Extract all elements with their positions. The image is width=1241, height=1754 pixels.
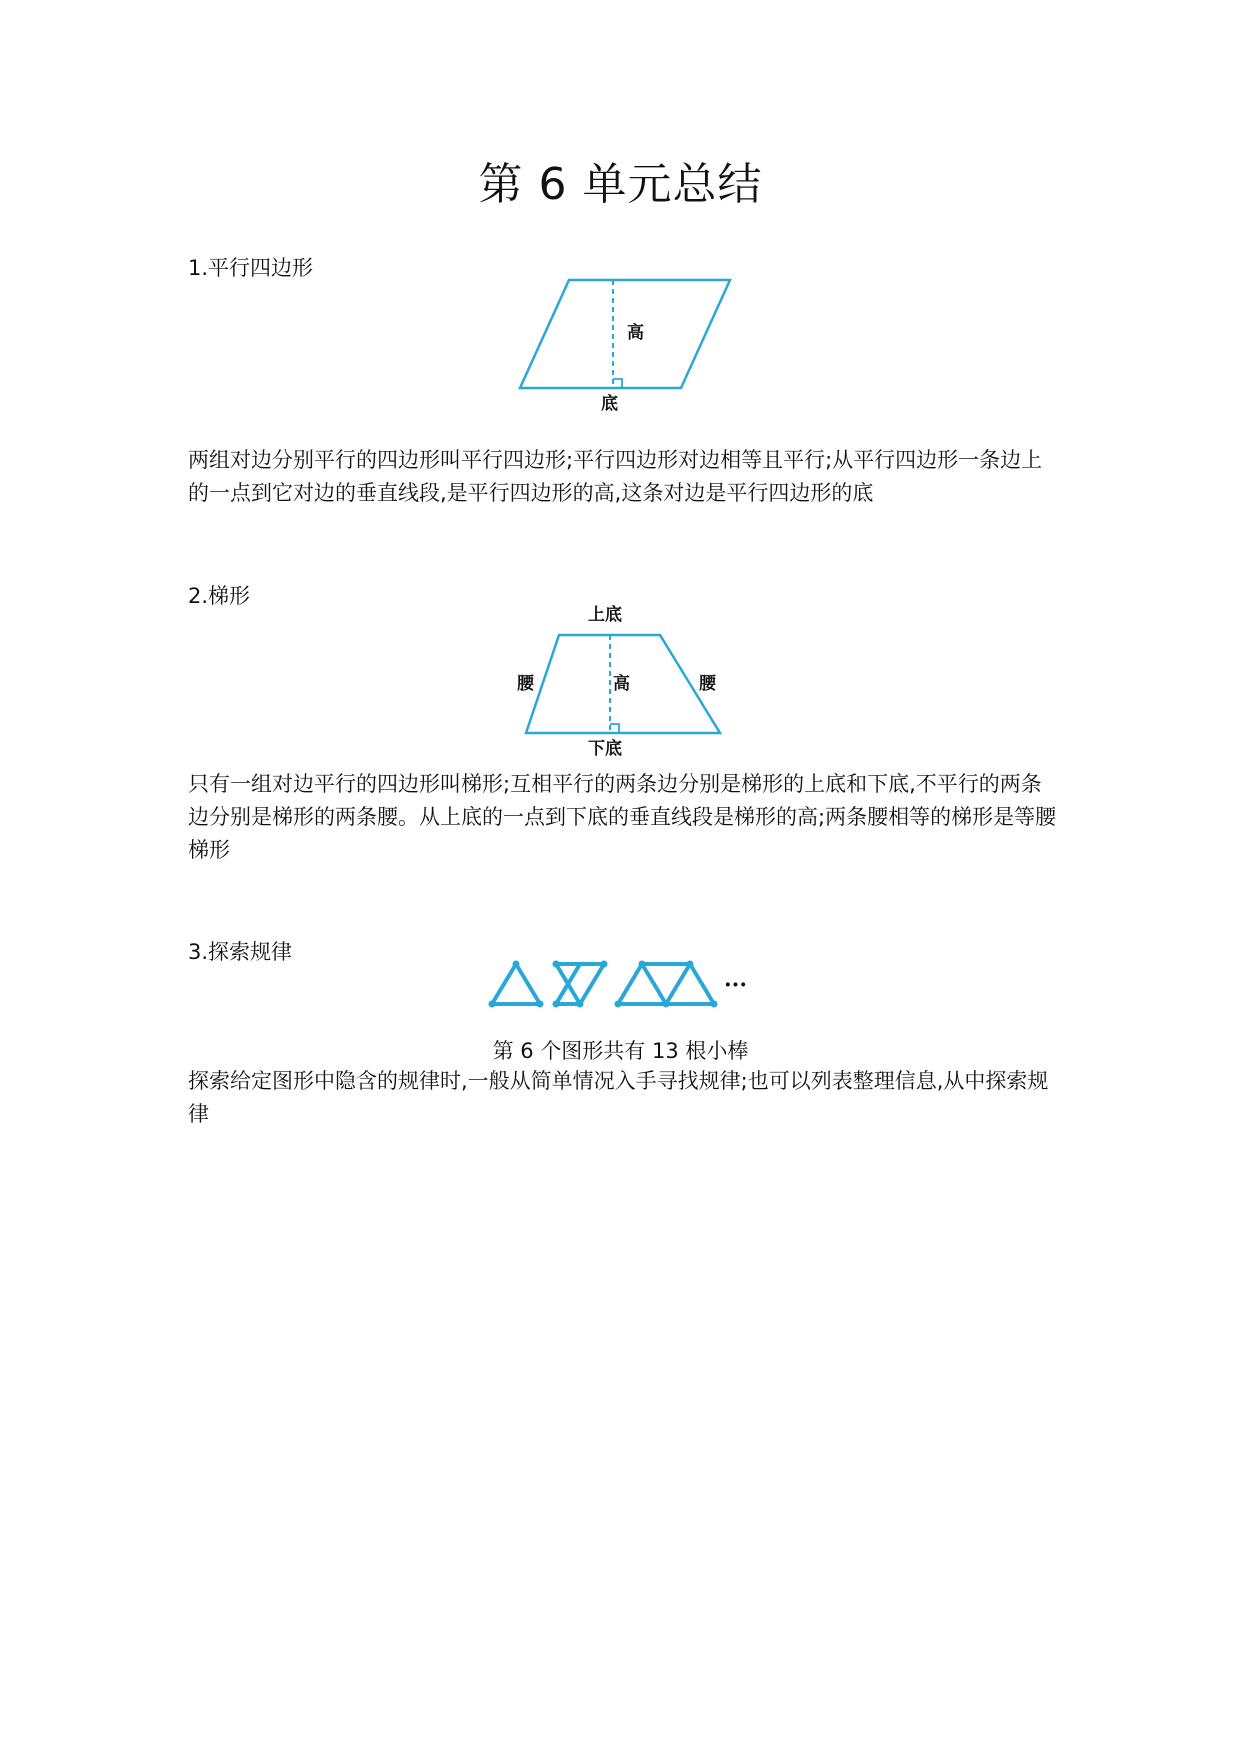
pattern-figure-3 [618,964,714,1004]
section-3-heading: 3.探索规律 [188,940,293,964]
section-2-text: 只有一组对边平行的四边形叫梯形;互相平行的两条边分别是梯形的上底和下底,不平行的两条边分别是梯形的两条腰。从上底的一点到下底的垂直线段是梯形的高;两条腰相等的梯形是等腰梯形 [188,772,1057,862]
section-1-heading: 1.平行四边形 [188,256,314,280]
parallelogram-shape [520,280,730,388]
triangle-stick-pattern [488,958,758,1018]
pattern-figure-2 [556,964,604,1004]
section-3-text: 探索给定图形中隐含的规律时,一般从简单情况入手寻找规律;也可以列表整理信息,从中探索规律 [188,1069,1049,1126]
bottom-base-label: 下底 [588,739,622,759]
section-2-heading: 2.梯形 [188,584,251,608]
section-1-text: 两组对边分别平行的四边形叫平行四边形;平行四边形对边相等且平行;从平行四边形一条边上的一点到它对边的垂直线段,是平行四边形的高,这条对边是平行四边形的底 [188,448,1043,505]
pattern-figure-1 [492,964,540,1004]
left-leg-label: 腰 [517,674,534,694]
pattern-ellipsis: ··· [724,972,747,998]
pattern-caption: 第 6 个图形共有 13 根小棒 [492,1039,749,1063]
right-angle-mark [610,724,619,733]
base-label: 底 [601,394,618,414]
page-title: 第 6 单元总结 [478,159,763,210]
height-label: 高 [613,674,630,694]
height-label: 高 [627,323,644,343]
right-leg-label: 腰 [699,674,716,694]
trapezoid-figure [500,600,740,760]
right-angle-mark [613,379,622,388]
parallelogram-figure [500,275,740,415]
top-base-label: 上底 [588,605,622,625]
